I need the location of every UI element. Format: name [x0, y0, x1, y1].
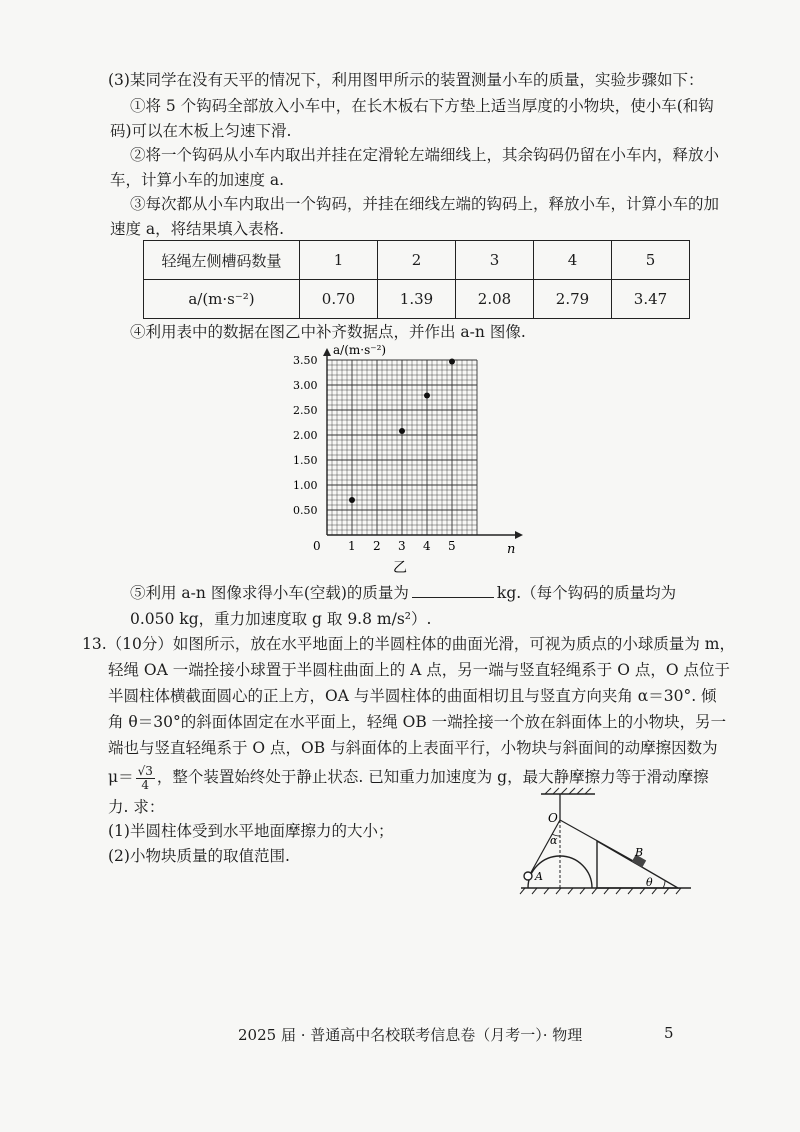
q13-line6-text: ，整个装置始终处于静止状态. 已知重力加速度为 g，最大静摩擦力等于滑动摩擦: [156, 768, 709, 786]
table-cell: 0.70: [300, 280, 378, 319]
q13-line5: 端也与竖直轻绳系于 O 点，OB 与斜面体的上表面平行，小物块与斜面间的动摩擦因数为: [108, 739, 718, 757]
q12-step5-text-after: kg.（每个钩码的质量均为: [496, 584, 677, 602]
footer-title: 2025 届 · 普通高中名校联考信息卷（月考一）· 物理: [238, 1026, 583, 1044]
page-number: 5: [664, 1024, 674, 1042]
x-tick-label: 4: [423, 539, 431, 553]
mu-prefix: μ＝: [108, 768, 134, 786]
table-header-a: a/(m·s⁻²): [144, 280, 300, 319]
ball-A: [524, 872, 532, 880]
data-table: [143, 240, 690, 319]
q12-step3-line2: 速度 a，将结果填入表格.: [110, 220, 285, 238]
x-axis-arrow: [515, 531, 523, 539]
data-point: [449, 359, 455, 365]
q12-step3-line1: ③每次都从小车内取出一个钩码，并挂在细线左端的钩码上，释放小车，计算小车的加: [130, 195, 720, 213]
table-cell: 2.79: [534, 280, 612, 319]
mu-fraction: [136, 765, 155, 792]
rope-OA: [529, 820, 560, 876]
x-axis-label: n: [507, 542, 516, 557]
q12-step1-line1: ①将 5 个钩码全部放入小车中，在长木板右下方垫上适当厚度的小物块，使小车(和钩: [130, 97, 714, 115]
y-tick-labels: [293, 354, 318, 517]
q13-line1: 13.（10分）如图所示，放在水平地面上的半圆柱体的曲面光滑，可视为质点的小球质量为 m，: [82, 635, 736, 653]
chart-caption: 乙: [393, 560, 407, 576]
table-cell: 2.08: [456, 280, 534, 319]
q12-step5-line2: 0.050 kg，重力加速度取 g 取 9.8 m/s²）.: [130, 610, 432, 628]
table-cell: 1.39: [378, 280, 456, 319]
y-tick-label: 1.50: [293, 454, 318, 467]
y-tick-label: 2.50: [293, 404, 318, 417]
x-tick-label: 1: [348, 539, 356, 553]
x-tick-label: 5: [448, 539, 456, 553]
mu-numerator: √3: [137, 763, 153, 778]
table-cell: 1: [300, 241, 378, 280]
q12-step2-line1: ②将一个钩码从小车内取出并挂在定滑轮左端细线上，其余钩码仍留在小车内，释放小: [130, 146, 720, 164]
table-cell: 2: [378, 241, 456, 280]
answer-blank[interactable]: [412, 583, 494, 598]
q12-step1-line2: 码)可以在木板上匀速下滑.: [110, 122, 292, 140]
q13-line2: 轻绳 OA 一端拴接小球置于半圆柱曲面上的 A 点，另一端与竖直轻绳系于 O 点，O 点位于: [108, 661, 731, 679]
x-tick-label: 3: [398, 539, 406, 553]
y-axis-arrow: [323, 348, 331, 356]
label-theta: θ: [646, 876, 653, 889]
q13-line4: 角 θ＝30°的斜面体固定在水平面上，轻绳 OB 一端拴接一个放在斜面体上的小物块，另一: [108, 713, 727, 731]
table-header-n: 轻绳左侧槽码数量: [144, 241, 300, 280]
mu-denominator: 4: [141, 777, 150, 792]
ground-hatch: [520, 888, 681, 894]
x-tick-label: 2: [373, 539, 381, 553]
data-point: [349, 497, 355, 503]
table-cell: 3: [456, 241, 534, 280]
q12-intro: (3)某同学在没有天平的情况下，利用图甲所示的装置测量小车的质量，实验步骤如下：: [108, 71, 704, 89]
q12-step5-text-before: ⑤利用 a-n 图像求得小车(空载)的质量为: [130, 584, 409, 602]
label-B: B: [635, 846, 644, 859]
q12-step2-line2: 车，计算小车的加速度 a.: [110, 171, 285, 189]
y-tick-label: 0.50: [293, 504, 318, 517]
q13-sub2: (2)小物块质量的取值范围.: [108, 847, 290, 865]
data-point: [399, 428, 405, 434]
rope-OB: [560, 820, 637, 863]
q12-step4: ④利用表中的数据在图乙中补齐数据点，并作出 a-n 图像.: [130, 323, 526, 341]
a-n-chart: [285, 340, 545, 580]
q13-line7: 力. 求：: [108, 798, 165, 816]
q13-sub1: (1)半圆柱体受到水平地面摩擦力的大小；: [108, 822, 394, 840]
table-cell: 4: [534, 241, 612, 280]
q13-line3: 半圆柱体横截面圆心的正上方，OA 与半圆柱体的曲面相切且与竖直方向夹角 α＝30°. 倾: [108, 687, 717, 705]
table-cell: 5: [612, 241, 690, 280]
y-tick-label: 1.00: [293, 479, 318, 492]
q12-step5-line1: [130, 583, 676, 603]
ceiling-hatch: [545, 788, 591, 794]
x-tick-labels: [313, 539, 456, 553]
chart-grid: [327, 360, 477, 535]
y-tick-label: 3.00: [293, 379, 318, 392]
label-O: O: [548, 811, 558, 825]
physics-diagram: [515, 786, 695, 911]
table-row-n: [144, 241, 690, 280]
table-row-a: [144, 280, 690, 319]
table-cell: 3.47: [612, 280, 690, 319]
data-point: [424, 393, 430, 399]
x-tick-label: 0: [313, 539, 321, 553]
label-A: A: [535, 870, 543, 883]
y-axis-label: a/(m·s⁻²): [333, 343, 387, 357]
theta-arc: [663, 881, 665, 888]
y-tick-label: 3.50: [293, 354, 318, 367]
label-alpha: α: [550, 834, 558, 847]
y-tick-label: 2.00: [293, 429, 318, 442]
